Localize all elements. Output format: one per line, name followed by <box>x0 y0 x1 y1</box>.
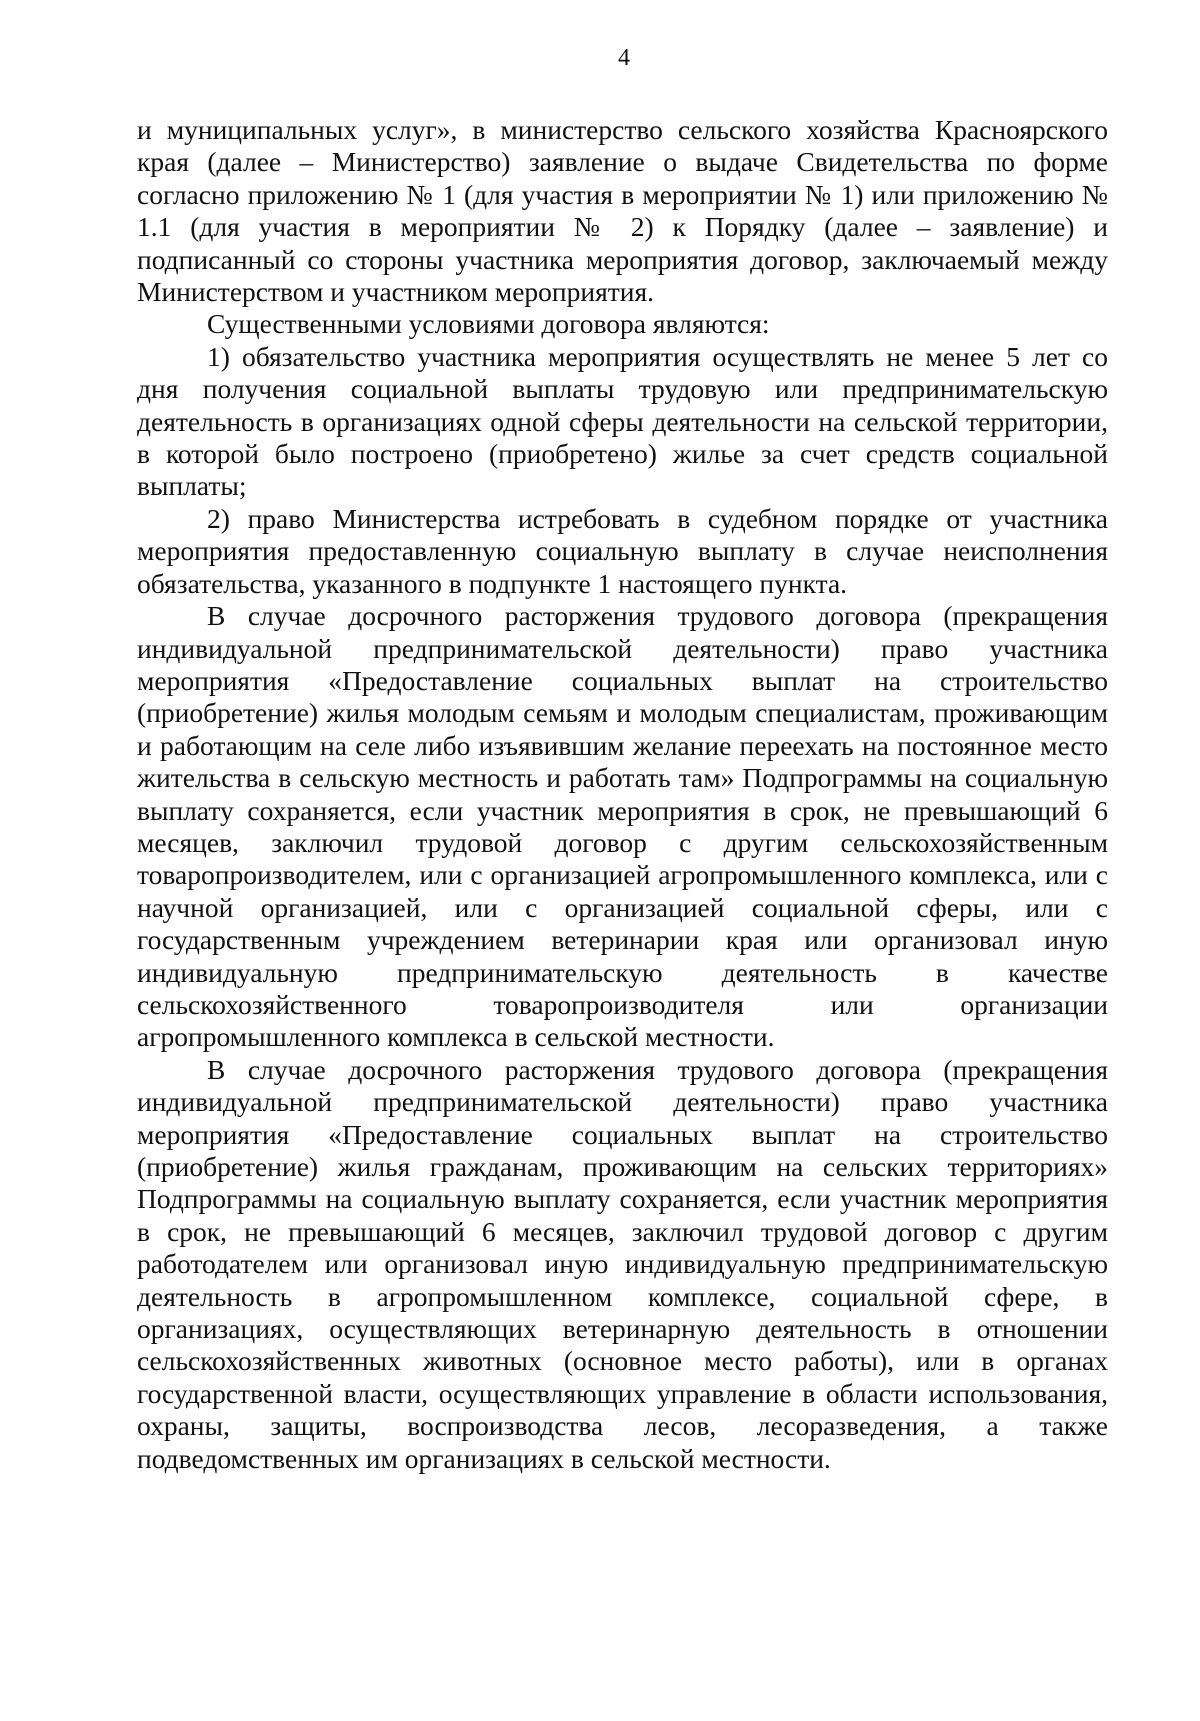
paragraph-early-termination-rural-citizens: В случае досрочного расторжения трудового договора (прекращения индивидуальной предпринимательской деятельности) право участника мероприятия «Предоставление социальных выплат на строительство (приобретение) жилья гражданам, проживающим на сельских территориях» Подпрограммы на социальную выплату сохраняется, если участник мероприятия в срок, не превышающий 6 месяцев, заключил трудовой договор с другим работодателем или организовал иную индивидуальную предпринимательскую деятельность в агропромышленном комплексе, социальной сфере, в организациях, осуществляющих ветеринарную деятельность в отношении сельскохозяйственных животных (основное место работы), или в органах государственной власти, осуществляющих управление в области использования, охраны, защиты, воспроизводства лесов, лесоразведения, а также подведомственных им организациях в сельской местности. <box>137 1053 1108 1474</box>
paragraph-condition-2: 2) право Министерства истребовать в судебном порядке от участника мероприятия предоставленную социальную выплату в случае неисполнения обязательства, указанного в подпункте 1 настоящего пункта. <box>137 502 1108 599</box>
paragraph-continuation: и муниципальных услуг», в министерство сельского хозяйства Красноярского края (далее – Министерство) заявление о выдаче Свидетельства по форме согласно приложению № 1 (для участия в мероприятии № 1) или приложению № 1.1 (для участия в мероприятии № 2) к Порядку (далее – заявление) и подписанный со стороны участника мероприятия договор, заключаемый между Министерством и участником мероприятия. <box>137 114 1108 308</box>
document-body <box>137 114 1108 1475</box>
page-number: 4 <box>618 45 630 71</box>
paragraph-early-termination-young-families: В случае досрочного расторжения трудового договора (прекращения индивидуальной предпринимательской деятельности) право участника мероприятия «Предоставление социальных выплат на строительство (приобретение) жилья молодым семьям и молодым специалистам, проживающим и работающим на селе либо изъявившим желание переехать на постоянное место жительства в сельскую местность и работать там» Подпрограммы на социальную выплату сохраняется, если участник мероприятия в срок, не превышающий 6 месяцев, заключил трудовой договор с другим сельскохозяйственным товаропроизводителем, или с организацией агропромышленного комплекса, или с научной организацией, или с организацией социальной сферы, или с государственным учреждением ветеринарии края или организовал иную индивидуальную предпринимательскую деятельность в качестве сельскохозяйственного товаропроизводителя или организации агропромышленного комплекса в сельской местности. <box>137 600 1108 1053</box>
paragraph-essential-conditions: Существенными условиями договора являются: <box>207 308 770 340</box>
paragraph-condition-1: 1) обязательство участника мероприятия осуществлять не менее 5 лет со дня получения социальной выплаты трудовую или предпринимательскую деятельность в организациях одной сферы деятельности на сельской территории, в которой было построено (приобретено) жилье за счет средств социальной выплаты; <box>137 340 1108 502</box>
